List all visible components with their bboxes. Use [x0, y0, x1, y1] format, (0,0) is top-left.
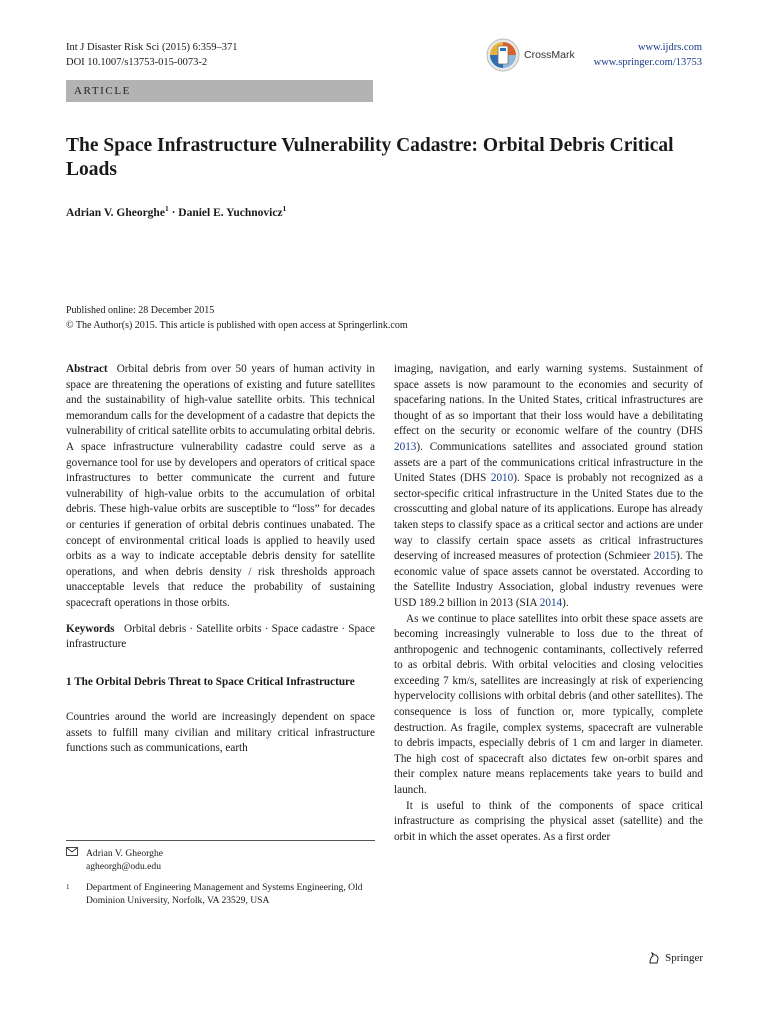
section-heading: 1 The Orbital Debris Threat to Space Critical Infrastructure	[66, 675, 355, 688]
text-run: ). Space is probably not recognized as a sector-specific critical infrastructure in the United States due to the crosscutting and global nature of its applications. Europe has already taken steps to classify space as a critical sector and actions are under way to classify certain space assets as critical infrastructures deserving of increased measures of protection (Schmieer	[394, 472, 703, 563]
author-name[interactable]: Daniel E. Yuchnovicz	[178, 206, 283, 219]
text-run: imaging, navigation, and early warning systems. Sustainment of space assets is now paramount to the economies and security of spacefaring nations. In the United States, critical infrastructures are thought of as so important that their loss would have a debilitating effect on the security or economic welfare of the country (DHS	[394, 363, 703, 438]
published-date: Published online: 28 December 2015	[66, 305, 215, 316]
text-run: ).	[562, 596, 569, 609]
left-column	[66, 362, 375, 757]
contact-email[interactable]: agheorgh@odu.edu	[86, 861, 161, 872]
citation-link[interactable]: 2010	[490, 472, 514, 485]
body-paragraph: It is useful to think of the components of space critical infrastructure as comprising the physical asset (satellite) and the orbit in which the asset operates. As a first order	[394, 799, 703, 843]
keywords	[66, 622, 375, 653]
copyright-line: © The Author(s) 2015. This article is published with open access at Springerlink.com	[66, 320, 408, 331]
crossmark-badge[interactable]	[486, 38, 575, 72]
text-run: ). The economic value of space assets cannot be overstated. According to the Satellite Industry Association, global industry revenues were USD 189.2 billion in 2013 (SIA	[394, 550, 704, 609]
page-title: The Space Infrastructure Vulnerability Cadastre: Orbital Debris Critical Loads	[66, 135, 674, 180]
springer-url[interactable]: www.springer.com/13753	[593, 57, 702, 68]
springer-horse-icon	[647, 951, 661, 965]
body-paragraph: As we continue to place satellites into orbit these space assets are becoming increasingly vulnerable to loss due to the threat of anthropogenic and technogenic contaminants, collectively referred to as orbital debris. With orbital velocities and closing velocities exceeding 7 km/s, satellites are increasingly at risk of experiencing hypervelocity collisions with orbital debris (and other satellites). The consequence is loss of function or, more typically, complete destruction. As fragile, complex systems, spacecraft are vulnerable to debris impacts, especially debris of 1 cm and larger in diameter. The high cost of spacecraft also dictates few on-orbit spares and their complex nature means replacements take years to build and launch.	[394, 612, 703, 797]
affiliation-text: Department of Engineering Management and Systems Engineering, Old Dominion University, Norfolk, VA 23529, USA	[86, 882, 363, 906]
author-separator: ·	[168, 206, 179, 219]
right-column	[394, 362, 703, 845]
keywords-label: Keywords	[66, 622, 115, 635]
publication-info	[66, 303, 408, 333]
keywords-text: Orbital debris · Satellite orbits · Space cadastre · Space infrastructure	[66, 622, 376, 651]
affiliation-marker: 1	[164, 204, 169, 213]
contact-footnote	[66, 847, 375, 873]
body-paragraph	[394, 362, 703, 612]
author-name[interactable]: Adrian V. Gheorghe	[66, 206, 165, 219]
doi: DOI 10.1007/s13753-015-0073-2	[66, 57, 208, 68]
section-paragraph: Countries around the world are increasingly dependent on space assets to fulfill many civilian and military critical infrastructure functions such as communications, earth	[66, 711, 375, 755]
publisher-name: Springer	[665, 952, 703, 964]
affiliation-marker: 1	[282, 204, 287, 213]
journal-citation: Int J Disaster Risk Sci (2015) 6:359–371	[66, 42, 238, 53]
text-run: ). Communications satellites and associated ground station assets are a part of the communications critical infrastructure in the United States (DHS	[394, 440, 703, 485]
affiliation-footnote	[66, 881, 375, 907]
contact-name: Adrian V. Gheorghe	[86, 848, 164, 859]
crossmark-label: CrossMark	[524, 49, 575, 61]
crossmark-icon	[486, 38, 520, 72]
journal-url[interactable]: www.ijdrs.com	[637, 42, 702, 53]
citation-link[interactable]: 2013	[394, 440, 417, 453]
publisher-footer	[647, 951, 703, 965]
affiliation-number: 1	[66, 883, 70, 891]
article-type-bar: ARTICLE	[66, 80, 373, 102]
abstract	[66, 362, 375, 612]
abstract-label: Abstract	[66, 363, 108, 375]
author-list	[66, 204, 286, 219]
abstract-text: Orbital debris from over 50 years of human activity in space are threatening the operations of existing and future satellites and the sustainability of high-value satellite orbits. This technical memorandum calls for the development of a cadastre that depicts the vulnerability of critical satellite orbits to accumulating orbital debris. A space infrastructure vulnerability cadastre could serve as a governance tool for use by developers and operators of critical space infrastructures to better communicate the current and future vulnerability of high-value orbits to the accumulation of orbital debris. These high-value orbits are susceptible to “loss” for decades or centuries if generation of orbital debris continues unabated. The concept of environmental critical loads is applied to heavily used orbits as a way to indicate acceptable debris density for satellite operations, and when debris density / risk thresholds approach unacceptable levels that reduce the probability of sustaining spacecraft operations in those orbits.	[66, 363, 376, 609]
citation-link[interactable]: 2014	[539, 596, 563, 609]
citation-link[interactable]: 2015	[653, 550, 677, 563]
footnotes	[66, 840, 375, 907]
envelope-icon	[66, 847, 86, 873]
